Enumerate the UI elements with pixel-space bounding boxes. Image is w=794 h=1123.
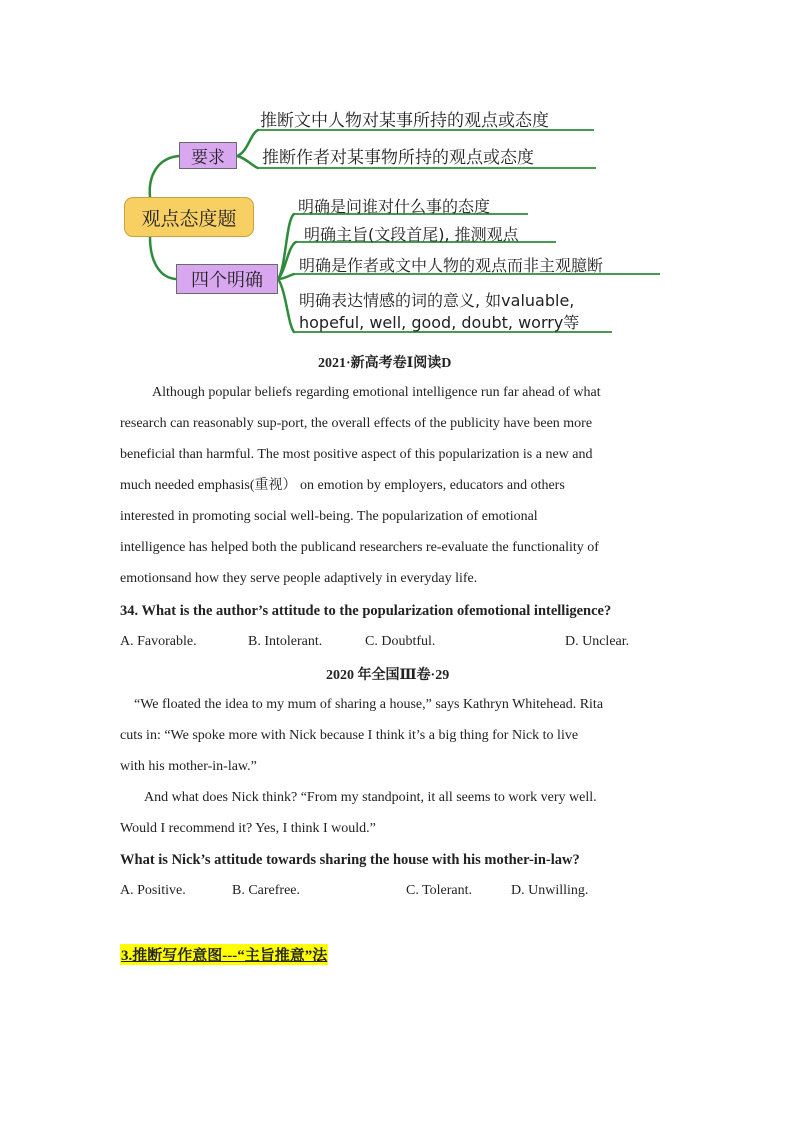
passage-line: much needed emphasis(重视） on emotion by employers, educators and others [120, 478, 565, 493]
option-a: A. Positive. [120, 883, 186, 898]
section1-passage [120, 377, 680, 594]
section1-options [120, 634, 680, 654]
passage-line: Would I recommend it? Yes, I think I would.” [120, 821, 376, 836]
passage-line: interested in promoting social well-being. The popularization of emotional [120, 509, 538, 524]
section3-heading: 3.推断写作意图---“主旨推意”法 [120, 944, 328, 965]
leaf-clarify-2: 明确主旨(文段首尾), 推测观点 [304, 225, 519, 244]
mind-map-root: 观点态度题 [124, 197, 254, 237]
passage-line: with his mother-in-law.” [120, 759, 257, 774]
branch-four-clarify: 四个明确 [176, 264, 278, 294]
leaf-clarify-3: 明确是作者或文中人物的观点而非主观臆断 [299, 256, 604, 275]
branch-requirements: 要求 [179, 142, 237, 169]
option-b: B. Carefree. [232, 883, 301, 898]
option-d: D. Unclear. [565, 634, 630, 649]
connector-root-to-four-clarify [150, 237, 176, 279]
mind-map [0, 0, 794, 345]
passage-line: “We floated the idea to my mum of sharing a house,” says Kathryn Whitehead. Rita [134, 697, 604, 712]
leaf-req-2: 推断作者对某事物所持的观点或态度 [262, 148, 534, 168]
section2-options [120, 883, 680, 903]
section2-title: 2020 年全国Ⅲ卷·29 [326, 668, 450, 683]
connector-req-leaf-2 [237, 156, 258, 168]
option-c: C. Doubtful. [365, 634, 436, 649]
leaf-req-1: 推断文中人物对某事所持的观点或态度 [260, 111, 549, 131]
option-a: A. Favorable. [120, 634, 197, 649]
leaf-clarify-1: 明确是问谁对什么事的态度 [298, 197, 491, 216]
passage-line: research can reasonably sup-port, the overall effects of the publicity have been more [120, 416, 593, 431]
passage-line: Although popular beliefs regarding emotional intelligence run far ahead of what [152, 385, 601, 400]
section1-question: 34. What is the author’s attitude to the popularization ofemotional intelligence? [120, 603, 612, 619]
connector-root-to-requirements [150, 156, 179, 197]
section1-title: 2021·新高考卷Ⅰ阅读D [318, 356, 452, 371]
passage-line: And what does Nick think? “From my standpoint, it all seems to work very well. [144, 790, 597, 805]
passage-line: intelligence has helped both the publicand researchers re-evaluate the functionality of [120, 540, 599, 555]
option-c: C. Tolerant. [406, 883, 473, 898]
passage-line: cuts in: “We spoke more with Nick because I think it’s a big thing for Nick to live [120, 728, 579, 743]
option-b: B. Intolerant. [248, 634, 323, 649]
leaf-clarify-4: 明确表达情感的词的意义, 如valuable, hopeful, well, good, doubt, worry等 [299, 291, 580, 332]
connector-clarify-leaf-4 [278, 279, 294, 332]
option-d: D. Unwilling. [511, 883, 589, 898]
section2-passage [120, 689, 680, 844]
passage-line: beneficial than harmful. The most positive aspect of this popularization is a new and [120, 447, 593, 462]
passage-line: emotionsand how they serve people adaptively in everyday life. [120, 571, 478, 586]
connector-req-leaf-1 [237, 130, 258, 156]
section2-question: What is Nick’s attitude towards sharing the house with his mother-in-law? [120, 852, 580, 868]
